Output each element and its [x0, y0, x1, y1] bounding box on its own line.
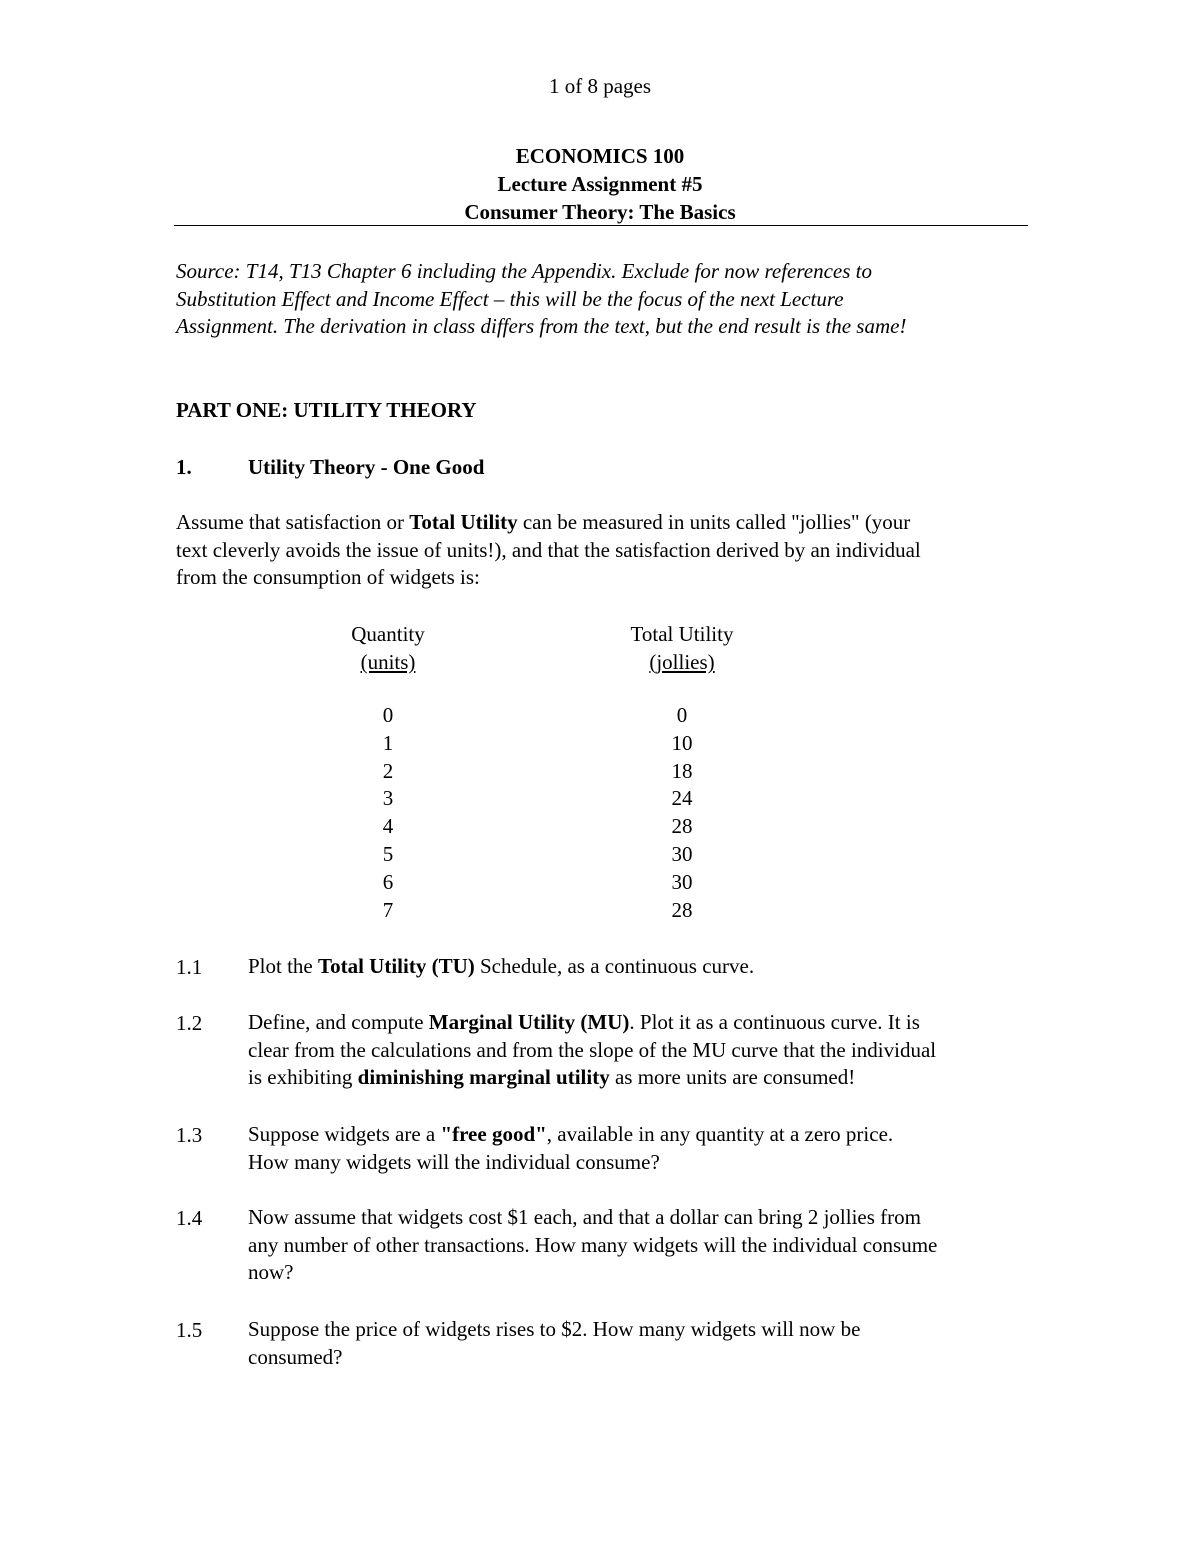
intro-term-total-utility: Total Utility: [409, 510, 518, 534]
source-line-3: Assignment. The derivation in class differs from the text, but the end result is the same!: [176, 314, 907, 338]
question-text: [248, 1121, 1028, 1176]
table-cell-quantity: 5: [382, 841, 394, 866]
topic-title: Consumer Theory: The Basics: [464, 200, 736, 224]
table-cell-total-utility: 10: [671, 730, 693, 755]
question-text-part: as more units are consumed!: [609, 1065, 856, 1089]
table-cell-total-utility: 28: [671, 897, 693, 922]
question-term: Total Utility (TU): [318, 954, 475, 978]
question-number: 1.5: [176, 1318, 203, 1342]
table-cell-quantity: 4: [382, 814, 394, 839]
question-line: Suppose the price of widgets rises to $2. How many widgets will now be: [248, 1317, 861, 1341]
source-note: [176, 258, 1026, 341]
quantity-column-header: [318, 620, 458, 676]
table-cell-quantity: 0: [382, 703, 394, 727]
assignment-title: Lecture Assignment #5: [497, 172, 703, 196]
table-cell-quantity: 6: [382, 869, 394, 894]
question-line: clear from the calculations and from the slope of the MU curve that the individual: [248, 1037, 937, 1062]
quantity-column: [318, 702, 458, 924]
table-cell-quantity: 1: [382, 730, 394, 755]
intro-line-1: [176, 509, 1026, 537]
intro-paragraph: [176, 509, 1026, 592]
question-line: [248, 1121, 1028, 1149]
question-text-part: , available in any quantity at a zero price.: [546, 1122, 894, 1146]
question-text-part: Plot the: [248, 954, 319, 978]
table-cell-total-utility: 0: [676, 703, 688, 727]
table-cell-quantity: 7: [382, 897, 394, 922]
question-line: [248, 1009, 1028, 1037]
total-utility-column-header: [600, 620, 764, 676]
question-term: "free good": [440, 1122, 547, 1146]
question-text-part: . Plot it as a continuous curve. It is: [629, 1010, 920, 1034]
question-line: consumed?: [248, 1344, 343, 1369]
question-line: now?: [248, 1260, 294, 1284]
course-title: ECONOMICS 100: [515, 144, 685, 168]
section-title: Utility Theory - One Good: [248, 455, 485, 479]
table-cell-quantity: 3: [382, 786, 394, 811]
table-cell-quantity: 2: [382, 758, 394, 783]
question-line: [248, 1064, 1028, 1092]
question-text: [248, 953, 1028, 981]
table-cell-total-utility: 24: [671, 786, 693, 811]
total-utility-header-label: Total Utility: [630, 622, 734, 646]
question-text: [248, 1316, 1028, 1371]
question-number: 1.1: [176, 955, 203, 979]
question-line: any number of other transactions. How many widgets will the individual consume: [248, 1232, 938, 1257]
source-line-1: Source: T14, T13 Chapter 6 including the Appendix. Exclude for now references to: [176, 259, 872, 283]
intro-line-2: text cleverly avoids the issue of units!), and that the satisfaction derived by an individual: [176, 537, 921, 562]
total-utility-header-unit: (jollies): [649, 650, 715, 674]
document-header: [0, 142, 1200, 226]
question-text-part: Schedule, as a continuous curve.: [474, 954, 755, 978]
intro-line-3: from the consumption of widgets is:: [176, 565, 480, 589]
part-one-title: PART ONE: UTILITY THEORY: [176, 398, 477, 422]
header-divider: [174, 225, 1028, 226]
question-line: How many widgets will the individual consume?: [248, 1149, 660, 1174]
question-term: diminishing marginal utility: [357, 1065, 610, 1089]
question-term: Marginal Utility (MU): [428, 1010, 630, 1034]
question-line: Now assume that widgets cost $1 each, and that a dollar can bring 2 jollies from: [248, 1205, 921, 1229]
question-text: [248, 1009, 1028, 1092]
source-line-2: Substitution Effect and Income Effect – this will be the focus of the next Lecture: [176, 286, 844, 311]
question-number: 1.4: [176, 1206, 203, 1230]
table-cell-total-utility: 30: [671, 869, 693, 894]
intro-text: can be measured in units called "jollies" (your: [517, 510, 911, 534]
question-text-part: Suppose widgets are a: [248, 1122, 441, 1146]
question-text-part: Define, and compute: [248, 1010, 429, 1034]
total-utility-column: [600, 702, 764, 924]
intro-text: Assume that satisfaction or: [176, 510, 410, 534]
question-number: 1.3: [176, 1123, 203, 1147]
table-cell-total-utility: 18: [671, 758, 693, 783]
quantity-header-label: Quantity: [351, 622, 425, 646]
section-number: 1.: [176, 455, 192, 479]
table-cell-total-utility: 30: [671, 841, 693, 866]
question-text: [248, 1204, 1028, 1287]
question-text-part: is exhibiting: [248, 1065, 358, 1089]
page-indicator: 1 of 8 pages: [548, 74, 652, 98]
table-cell-total-utility: 28: [671, 814, 693, 839]
quantity-header-unit: (units): [360, 650, 416, 674]
question-number: 1.2: [176, 1011, 203, 1035]
